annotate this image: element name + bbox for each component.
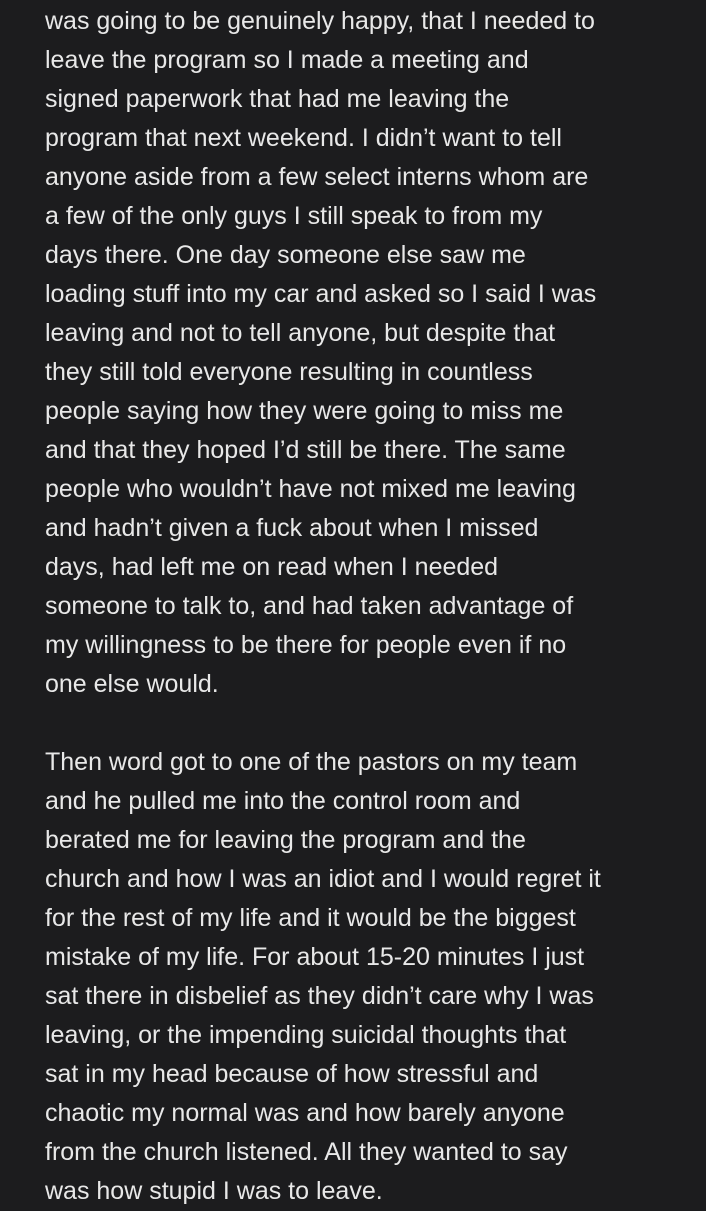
text-line: people who wouldn’t have not mixed me leaving: [45, 475, 576, 503]
paragraph-spacer: [45, 704, 695, 743]
text-line: for the rest of my life and it would be the biggest: [45, 904, 576, 932]
text-line: and hadn’t given a fuck about when I missed: [45, 514, 539, 542]
text-line: leaving, or the impending suicidal thoughts that: [45, 1021, 567, 1049]
text-line: was going to be genuinely happy, that I needed to: [45, 7, 595, 35]
note-paragraph-2: [45, 743, 695, 1211]
text-line: leave the program so I made a meeting and: [45, 46, 529, 74]
text-line: and he pulled me into the control room and: [45, 787, 521, 815]
text-line: my willingness to be there for people even if no: [45, 631, 567, 659]
text-line: and that they hoped I’d still be there. The same: [45, 436, 566, 464]
text-line: chaotic my normal was and how barely anyone: [45, 1099, 565, 1127]
text-line: was how stupid I was to leave.: [45, 1177, 383, 1205]
note-paragraph-1: [45, 2, 695, 704]
text-line: a few of the only guys I still speak to from my: [45, 202, 543, 230]
text-line: berated me for leaving the program and the: [45, 826, 526, 854]
text-line: sat there in disbelief as they didn’t care why I was: [45, 982, 594, 1010]
note-body[interactable]: [45, 2, 695, 1211]
text-line: leaving and not to tell anyone, but despite that: [45, 319, 556, 347]
text-line: mistake of my life. For about 15-20 minutes I just: [45, 943, 585, 971]
text-line: days there. One day someone else saw me: [45, 241, 526, 269]
text-line: anyone aside from a few select interns whom are: [45, 163, 589, 191]
text-line: one else would.: [45, 670, 219, 698]
text-line: people saying how they were going to miss me: [45, 397, 564, 425]
text-line: from the church listened. All they wanted to say: [45, 1138, 568, 1166]
text-line: church and how I was an idiot and I would regret it: [45, 865, 601, 893]
text-line: loading stuff into my car and asked so I said I was: [45, 280, 597, 308]
text-line: signed paperwork that had me leaving the: [45, 85, 510, 113]
text-line: program that next weekend. I didn’t want to tell: [45, 124, 562, 152]
text-line: someone to talk to, and had taken advantage of: [45, 592, 574, 620]
text-line: sat in my head because of how stressful and: [45, 1060, 539, 1088]
text-line: they still told everyone resulting in countless: [45, 358, 533, 386]
text-line: days, had left me on read when I needed: [45, 553, 499, 581]
text-line: Then word got to one of the pastors on my team: [45, 748, 578, 776]
